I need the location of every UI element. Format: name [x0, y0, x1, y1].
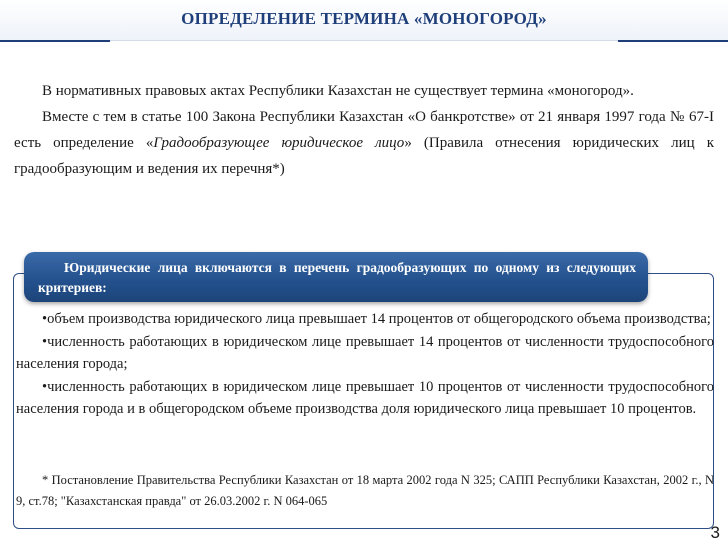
title-rule-right [618, 40, 728, 42]
intro-p2-end: » (Правила отнесения юридических лиц к градообразующим и ведения их перечня*) [14, 135, 715, 177]
criteria-item: •численность работающих в юридическом лице превышает 10 процентов от численности трудоспособного населения города и в общегородском объеме производства доля юридического лица превышает 10 процентов. [16, 378, 714, 417]
intro-text [14, 78, 714, 182]
page-number: 3 [710, 523, 720, 542]
criteria-banner [24, 252, 648, 302]
criteria-item: •объем производства юридического лица превышает 14 процентов от общегородского объема производства; [42, 311, 711, 327]
title-bar [0, 0, 728, 41]
footnote [16, 470, 714, 512]
footnote-text: * Постановление Правительства Республики Казахстан от 18 марта 2002 года N 325; САПП Республики Казахстан, 2002 г., N 9, ст.78; "Казахстанская правда" от 26.03.2002 г. N 064-065 [16, 473, 714, 508]
intro-paragraph-2 [14, 104, 714, 182]
intro-paragraph-1: В нормативных правовых актах Республики Казахстан не существует термина «моногород». [42, 83, 634, 99]
criteria-list [16, 308, 714, 421]
defined-term: Градообразующее юридическое лицо [153, 135, 405, 151]
criteria-item: •численность работающих в юридическом лице превышает 14 процентов от численности трудоспособного населения города; [16, 333, 714, 372]
page-title: ОПРЕДЕЛЕНИЕ ТЕРМИНА «МОНОГОРОД» [181, 9, 547, 28]
title-rule-left [0, 40, 110, 42]
criteria-banner-text: Юридические лица включаются в перечень градообразующих по одному из следующих критериев: [38, 260, 636, 295]
intro-p2-start: Вместе с тем в статье 100 Закона Республики Казахстан «О банкротстве» от 21 января 1997 года № 67-I есть определение « [14, 109, 714, 151]
